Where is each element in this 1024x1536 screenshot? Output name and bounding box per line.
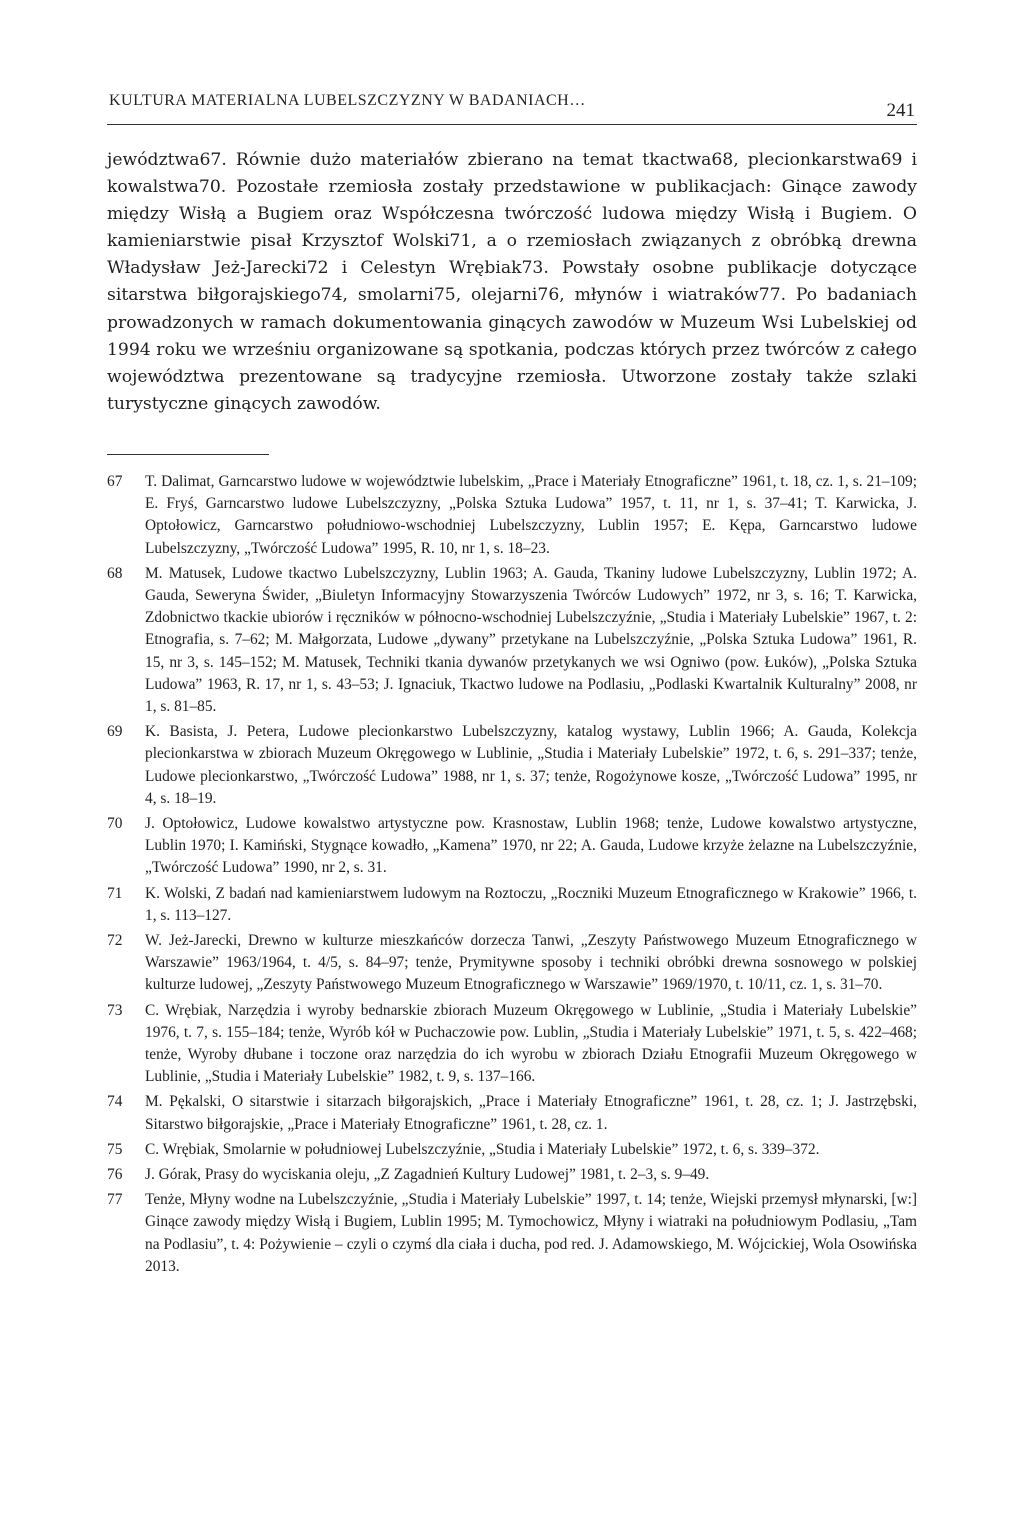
footnote-number: 69 [107, 723, 123, 741]
footnote-number: 68 [107, 564, 123, 582]
footnote-text: W. Jeż-Jarecki, Drewno w kulturze mieszkańców dorzecza Tanwi, „Zeszyty Państwowego Muzeum Etnograficznego w Warszawie” 1963/1964, t. 4/5, s. 84–97; tenże, Prymitywne sposoby i techniki obróbki drewna sosnowego w polskiej kulturze ludowej, „Zeszyty Państwowego Muzeum Etnograficznego w Warszawie” 1969/1970, t. 10/11, cz. 1, s. 31–70. [145, 932, 917, 994]
footnote-number: 70 [107, 814, 123, 832]
footnote [107, 721, 917, 810]
footnote-text: C. Wrębiak, Narzędzia i wyroby bednarskie zbiorach Muzeum Okręgowego w Lublinie, „Studia i Materiały Lubelskie” 1976, t. 7, s. 155–184; tenże, Wyrób kół w Puchaczowie pow. Lublin, „Studia i Materiały Lubelskie” 1971, t. 5, s. 422–468; tenże, Wyroby dłubane i toczone oraz narzędzia do ich wyrobu w zbiorach Działu Etnografii Muzeum Okręgowego w Lublinie, „Studia i Materiały Lubelskie” 1982, t. 9, s. 137–166. [145, 1001, 917, 1086]
book-page [107, 80, 917, 1281]
footnote [107, 1189, 917, 1278]
body-paragraph: jewództwa67. Równie dużo materiałów zbierano na temat tkactwa68, plecionkarstwa69 i kowalstwa70. Pozostałe rzemiosła zostały przedstawione w publikacjach: Ginące zawody między Wisłą a Bugiem oraz Współczesna twórczość ludowa między Wisłą i Bugiem. O kamieniarstwie pisał Krzysztof Wolski71, a o rzemiosłach związanych z obróbką drewna Władysław Jeż-Jarecki72 i Celestyn Wrębiak73. Powstały osobne publikacje dotyczące sitarstwa biłgorajskiego74, smolarni75, olejarni76, młynów i wiatraków77. Po badaniach prowadzonych w ramach dokumentowania ginących zawodów w Muzeum Wsi Lubelskiej od 1994 roku we wrześniu organizowane są spotkania, podczas których przez twórców z całego województwa prezentowane są tradycyjne rzemiosła. Utworzone zostały także szlaki turystyczne ginących zawodów. [107, 150, 917, 414]
footnote-text: J. Optołowicz, Ludowe kowalstwo artystyczne pow. Krasnostaw, Lublin 1968; tenże, Ludowe kowalstwo artystyczne, Lublin 1970; I. Kamiński, Stygnące kowadło, „Kamena” 1970, nr 22; A. Gauda, Ludowe krzyże żelazne na Lubelszczyźnie, „Twórczość Ludowa” 1990, nr 2, s. 31. [145, 814, 917, 877]
footnote [107, 1091, 917, 1135]
footnote-text: M. Pękalski, O sitarstwie i sitarzach biłgorajskich, „Prace i Materiały Etnograficzne” 1961, t. 28, cz. 1; J. Jastrzębski, Sitarstwo biłgorajskie, „Prace i Materiały Etnograficzne” 1961, t. 28, cz. 1. [145, 1093, 917, 1133]
footnote-text: M. Matusek, Ludowe tkactwo Lubelszczyzny, Lublin 1963; A. Gauda, Tkaniny ludowe Lubelszczyzny, Lublin 1972; A. Gauda, Seweryna Świder, „Biuletyn Informacyjny Stowarzyszenia Twórców Ludowych” 1972, nr 3, s. 16; T. Karwicka, Zdobnictwo tkackie ubiorów i ręczników w północno-wschodniej Lubelszczyźnie, „Studia i Materiały Lubelskie” 1967, t. 2: Etnografia, s. 7–62; M. Małgorzata, Ludowe „dywany” przetykane na Lubelszczyźnie, „Polska Sztuka Ludowa” 1961, R. 15, nr 3, s. 145–152; M. Matusek, Techniki tkania dywanów przetykanych we wsi Ogniwo (pow. Łuków), „Polska Sztuka Ludowa” 1963, R. 17, nr 1, s. 43–53; J. Ignaciuk, Tkactwo ludowe na Podlasiu, „Podlaski Kwartalnik Kulturalny” 2008, nr 1, s. 81–85. [145, 564, 917, 715]
footnote [107, 471, 917, 560]
running-title: KULTURA MATERIALNA LUBELSZCZYZNY W BADANIACH… [109, 92, 586, 109]
footnote-number: 77 [107, 1191, 123, 1209]
footnote-text: Tenże, Młyny wodne na Lubelszczyźnie, „Studia i Materiały Lubelskie” 1997, t. 14; tenże, Wiejski przemysł młynarski, [w:] Ginące zawody między Wisłą i Bugiem, Lublin 1995; M. Tymochowicz, Młyny i wiatraki na południowym Podlasiu, „Tam na Podlasiu”, t. 4: Pożywienie – czyli o czymś dla ciała i ducha, pod red. J. Adamowskiego, M. Wójcickiej, Wola Osowińska 2013. [145, 1191, 917, 1275]
footnote-number: 71 [107, 884, 123, 902]
footnote-text: C. Wrębiak, Smolarnie w południowej Lubelszczyźnie, „Studia i Materiały Lubelskie” 1972, t. 6, s. 339–372. [145, 1140, 820, 1158]
footnote [107, 930, 917, 997]
footnote [107, 1000, 917, 1089]
footnotes [107, 471, 917, 1278]
footnote-number: 72 [107, 932, 123, 949]
footnote-number: 75 [107, 1140, 123, 1158]
footnote-number: 74 [107, 1093, 123, 1111]
footnote-text: T. Dalimat, Garncarstwo ludowe w województwie lubelskim, „Prace i Materiały Etnograficzne” 1961, t. 18, cz. 1, s. 21–109; E. Fryś, Garncarstwo ludowe Lubelszczyzny, „Polska Sztuka Ludowa” 1957, t. 11, nr 1, s. 37–41; T. Karwicka, J. Optołowicz, Garncarstwo południowo-wschodniej Lubelszczyzny, Lublin 1957; E. Kępa, Garncarstwo ludowe Lubelszczyzny, „Twórczość Ludowa” 1995, R. 10, nr 1, s. 18–23. [145, 472, 917, 557]
footnote-number: 73 [107, 1001, 123, 1019]
footnote [107, 813, 917, 880]
footnote [107, 1139, 917, 1161]
footnote-text: K. Wolski, Z badań nad kamieniarstwem ludowym na Roztoczu, „Roczniki Muzeum Etnograficznego w Krakowie” 1966, t. 1, s. 113–127. [145, 884, 917, 924]
footnote [107, 1164, 917, 1186]
page-number: 241 [886, 100, 915, 121]
body-text [107, 147, 917, 418]
footnote-number: 76 [107, 1166, 123, 1184]
footnote [107, 563, 917, 718]
footnote-text: J. Górak, Prasy do wyciskania oleju, „Z Zagadnień Kultury Ludowej” 1981, t. 2–3, s. 9–49. [145, 1166, 710, 1184]
footnote-text: K. Basista, J. Petera, Ludowe plecionkarstwo Lubelszczyzny, katalog wystawy, Lublin 1966; A. Gauda, Kolekcja plecionkarstwa w zbiorach Muzeum Okręgowego w Lublinie, „Studia i Materiały Lubelskie” 1972, t. 6, s. 291–337; tenże, Ludowe plecionkarstwo, „Twórczość Ludowa” 1988, nr 1, s. 37; tenże, Rogożynowe kosze, „Twórczość Ludowa” 1995, nr 4, s. 18–19. [145, 723, 917, 807]
footnote-number: 67 [107, 472, 123, 490]
page-header [107, 80, 917, 125]
footnote [107, 883, 917, 927]
footnote-separator [107, 454, 269, 455]
